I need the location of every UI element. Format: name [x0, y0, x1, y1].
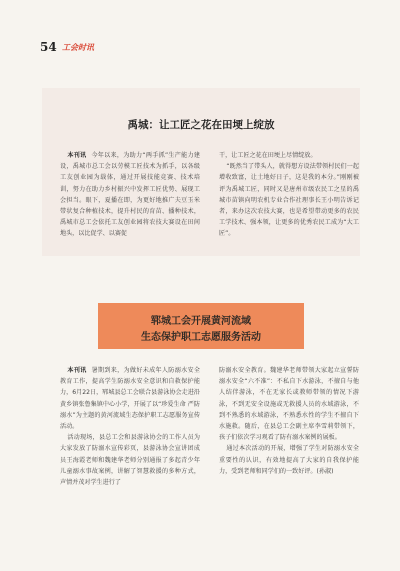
article-paragraph: 通过本次活动的开展，增强了学生对防溺水安全重要性的认识，有效地提高了大家的自我保护能力，受到老师和同学们的一致好评。(孙淑): [219, 445, 359, 475]
article-column-right: [219, 150, 359, 240]
article-paragraph: 干，让工匠之花在田埂上尽情绽放。: [219, 152, 317, 159]
article-title-banner: [98, 303, 304, 349]
article-paragraph: 防溺水安全教育。魏建华老师带领大家起立宣誓防溺水安全“六不准”：不私自下水游泳，不擅自与他人结伴游泳，不在无家长或教师带领的情况下游泳，不到无安全设施或无救援人员的水域游泳，不到不熟悉的水域游泳，不熟悉水性的学生不擅自下水施救。随后，在县总工会副主席李雪莉带领下，孩子们依次学习观看了防有溺水案例的展板。: [219, 367, 359, 442]
article-paragraph: [60, 150, 200, 240]
page-number: 54: [40, 40, 57, 54]
article-column-left: [60, 365, 200, 488]
banner-title-line: 生态保护职工志愿服务活动: [141, 332, 261, 343]
lead-tag: 本刊讯: [67, 367, 87, 374]
paragraph-text: 今年以来，为助力“两手抓”生产能力建设，禹城市总工会以劳模工匠技术为抓手，以各级工友创业园为载体，通过开展技能竞赛、技术培训，努力在助力乡村振兴中发挥工匠优势、展现工会担当。眼下，夏播在即，为更好地推广夫豆玉米带状复合种植技术，提升村民的育苗、播种技术，禹城市总工会依托工友创业园将农技大赛设在田间地头，以比促学、以赛促: [60, 152, 200, 238]
paragraph-text: 暑期到来，为做好未成年人防溺水安全教育工作，提高学生防溺水安全意识和自救保护能力，6月22日，郓城县总工会联合县游泳协会走进沿黄乡镇张鲁集镇中心小学，开展了以“珍爱生命 严防溺水”为主题的黄河流域生态保护职工志愿服务宣传活动。: [60, 367, 201, 431]
article-column-right: [219, 365, 359, 477]
article-paragraph: 活动现场，县总工会和县游泳协会的工作人员为大家发放了防溺水宣传彩页，县游泳协会宣讲团成员王海霞老师和魏建华老师分别通报了多起青少年儿童溺水事故案例，讲解了智慧救援的多种方式，声情并茂对学生进行了: [60, 434, 200, 487]
article-column-left: [60, 150, 200, 240]
article-paragraph: “既然当了带头人，就得想方设法带领村民们一起增收致富，让土地好日子，这是我的本分。”刚刚被评为禹城工匠，同时又是唐州市级农民工之星的禹城市苗镇向明农机专业合作社理事长王小明告诉记者，来办这次农技大赛，也是希望带动更多的农民工学技术、强本领，让更多的优秀农民工成为“大工匠”。: [219, 163, 359, 238]
lead-tag: 本刊讯: [67, 152, 87, 159]
article-paragraph: [60, 365, 200, 432]
article-box-yucheng: [42, 88, 360, 256]
header-brand: 工会时讯: [62, 43, 94, 52]
banner-title-line: 郓城工会开展黄河流域: [151, 316, 251, 327]
article-title: 禹城：让工匠之花在田埂上绽放: [127, 119, 275, 131]
